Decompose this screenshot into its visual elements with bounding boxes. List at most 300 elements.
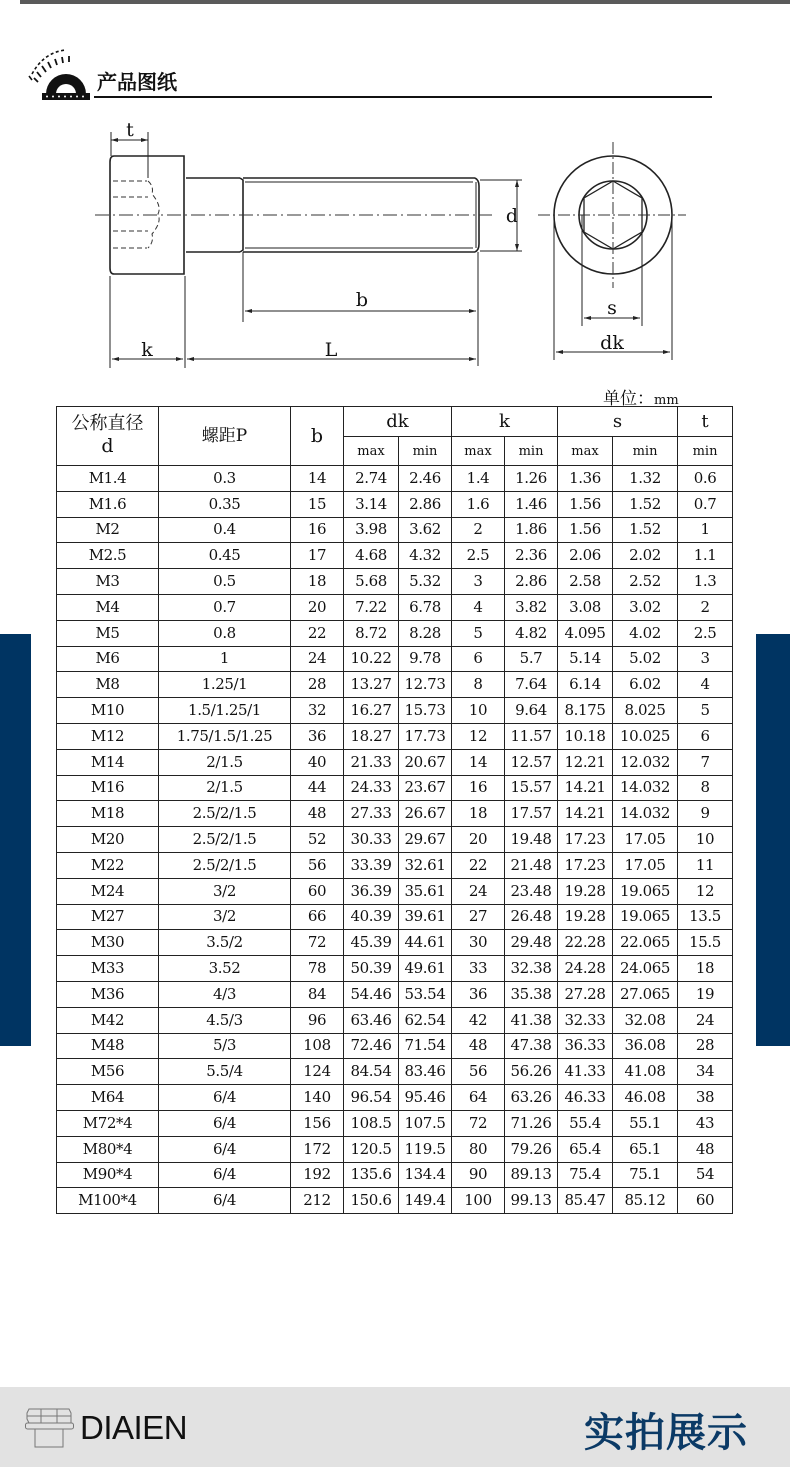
table-row [57,852,733,878]
cell-s-min: 41.08 [613,1059,678,1085]
cell-k-min: 4.82 [505,620,558,646]
cell-dk-min: 2.86 [399,491,452,517]
cell-d: M5 [57,620,159,646]
cell-s-max: 22.28 [558,930,613,956]
brand-name: DIAIEN [80,1409,188,1446]
table-row [57,930,733,956]
cell-k-max: 20 [452,827,505,853]
table-row [57,1110,733,1136]
cell-dk-max: 63.46 [344,1007,399,1033]
cell-b: 22 [291,620,344,646]
header-s-min: min [613,437,678,466]
cell-k-min: 21.48 [505,852,558,878]
cell-k-min: 56.26 [505,1059,558,1085]
cell-d: M30 [57,930,159,956]
cell-s-min: 46.08 [613,1085,678,1111]
cell-b: 192 [291,1162,344,1188]
table-row [57,878,733,904]
cell-k-min: 5.7 [505,646,558,672]
cell-dk-max: 10.22 [344,646,399,672]
cell-s-max: 24.28 [558,956,613,982]
cell-dk-max: 5.68 [344,569,399,595]
cell-dk-max: 150.6 [344,1188,399,1214]
cell-P: 6/4 [159,1188,291,1214]
cell-P: 5.5/4 [159,1059,291,1085]
cell-b: 48 [291,801,344,827]
cell-P: 4.5/3 [159,1007,291,1033]
header-k-min: min [505,437,558,466]
cell-t-min: 0.6 [678,466,733,492]
cell-dk-min: 49.61 [399,956,452,982]
label-L: L [324,339,338,361]
cell-k-max: 42 [452,1007,505,1033]
cell-d: M42 [57,1007,159,1033]
table-row [57,672,733,698]
cell-d: M48 [57,1033,159,1059]
hex-bolt-icon [25,1405,77,1449]
cell-d: M24 [57,878,159,904]
cell-P: 0.45 [159,543,291,569]
cell-s-min: 2.02 [613,543,678,569]
cell-s-max: 10.18 [558,723,613,749]
cell-b: 124 [291,1059,344,1085]
cell-k-min: 11.57 [505,723,558,749]
cell-P: 6/4 [159,1162,291,1188]
cell-t-min: 2.5 [678,620,733,646]
cell-s-min: 19.065 [613,878,678,904]
table-row [57,620,733,646]
cell-b: 60 [291,878,344,904]
cell-b: 15 [291,491,344,517]
table-row [57,1136,733,1162]
cell-t-min: 9 [678,801,733,827]
header-t: t [678,407,733,437]
cell-dk-max: 36.39 [344,878,399,904]
cell-k-max: 30 [452,930,505,956]
cell-s-min: 2.52 [613,569,678,595]
cell-s-max: 65.4 [558,1136,613,1162]
cell-s-max: 2.06 [558,543,613,569]
cell-s-min: 1.52 [613,517,678,543]
cell-s-max: 19.28 [558,878,613,904]
header-dk-max: max [344,437,399,466]
cell-s-min: 1.32 [613,466,678,492]
cell-dk-min: 35.61 [399,878,452,904]
cell-k-min: 7.64 [505,672,558,698]
cell-k-min: 89.13 [505,1162,558,1188]
cell-d: M14 [57,749,159,775]
cell-P: 3.5/2 [159,930,291,956]
cell-d: M4 [57,594,159,620]
cell-d: M2.5 [57,543,159,569]
table-row [57,466,733,492]
real-photos-title: 实拍展示 [584,1410,748,1456]
table-row [57,723,733,749]
unit-value: mm [654,393,679,408]
cell-t-min: 1 [678,517,733,543]
header-nominal-diameter [57,407,159,466]
cell-d: M2 [57,517,159,543]
cell-d: M100*4 [57,1188,159,1214]
cell-t-min: 12 [678,878,733,904]
cell-d: M20 [57,827,159,853]
cell-k-min: 1.26 [505,466,558,492]
cell-b: 18 [291,569,344,595]
cell-k-max: 56 [452,1059,505,1085]
cell-s-max: 2.58 [558,569,613,595]
cell-t-min: 18 [678,956,733,982]
cell-s-max: 75.4 [558,1162,613,1188]
cell-dk-min: 17.73 [399,723,452,749]
cell-t-min: 11 [678,852,733,878]
cell-d: M64 [57,1085,159,1111]
cell-t-min: 48 [678,1136,733,1162]
cell-dk-max: 96.54 [344,1085,399,1111]
cell-t-min: 7 [678,749,733,775]
cell-b: 24 [291,646,344,672]
cell-dk-min: 6.78 [399,594,452,620]
cell-dk-min: 149.4 [399,1188,452,1214]
cell-k-max: 18 [452,801,505,827]
cell-dk-min: 26.67 [399,801,452,827]
cell-dk-min: 119.5 [399,1136,452,1162]
cell-d: M80*4 [57,1136,159,1162]
bolt-technical-drawing [0,110,790,390]
cell-k-max: 12 [452,723,505,749]
table-row [57,827,733,853]
cell-d: M72*4 [57,1110,159,1136]
cell-k-min: 23.48 [505,878,558,904]
spec-table-body [57,466,733,1214]
cell-dk-min: 20.67 [399,749,452,775]
cell-s-min: 14.032 [613,775,678,801]
cell-b: 44 [291,775,344,801]
cell-k-max: 10 [452,698,505,724]
table-row [57,775,733,801]
cell-s-max: 55.4 [558,1110,613,1136]
section-underline [94,96,712,98]
label-t: t [126,119,134,141]
cell-k-max: 1.6 [452,491,505,517]
cell-b: 72 [291,930,344,956]
cell-dk-min: 15.73 [399,698,452,724]
cell-t-min: 1.3 [678,569,733,595]
cell-s-max: 85.47 [558,1188,613,1214]
cell-b: 172 [291,1136,344,1162]
cell-dk-min: 9.78 [399,646,452,672]
cell-dk-max: 45.39 [344,930,399,956]
cell-k-max: 100 [452,1188,505,1214]
cell-d: M16 [57,775,159,801]
table-row [57,1162,733,1188]
cell-P: 6/4 [159,1136,291,1162]
cell-dk-max: 2.74 [344,466,399,492]
cell-b: 14 [291,466,344,492]
label-dk: dk [600,332,624,354]
header-s-max: max [558,437,613,466]
cell-b: 16 [291,517,344,543]
cell-s-max: 12.21 [558,749,613,775]
label-d: d [505,205,519,227]
cell-b: 28 [291,672,344,698]
header-t-min: min [678,437,733,466]
cell-d: M3 [57,569,159,595]
cell-s-max: 1.36 [558,466,613,492]
table-row [57,491,733,517]
cell-t-min: 13.5 [678,904,733,930]
header-k-max: max [452,437,505,466]
cell-t-min: 15.5 [678,930,733,956]
cell-k-min: 17.57 [505,801,558,827]
cell-t-min: 34 [678,1059,733,1085]
cell-t-min: 5 [678,698,733,724]
left-accent-bar [0,634,31,1046]
cell-dk-min: 32.61 [399,852,452,878]
cell-P: 1.75/1.5/1.25 [159,723,291,749]
header-dk-min: min [399,437,452,466]
cell-b: 17 [291,543,344,569]
table-row [57,904,733,930]
label-k: k [141,339,153,361]
cell-d: M33 [57,956,159,982]
cell-s-min: 6.02 [613,672,678,698]
cell-b: 156 [291,1110,344,1136]
cell-k-min: 1.46 [505,491,558,517]
cell-k-max: 3 [452,569,505,595]
cell-s-min: 8.025 [613,698,678,724]
cell-dk-max: 16.27 [344,698,399,724]
cell-dk-min: 107.5 [399,1110,452,1136]
cell-dk-max: 3.14 [344,491,399,517]
cell-b: 52 [291,827,344,853]
cell-k-min: 47.38 [505,1033,558,1059]
cell-s-min: 4.02 [613,620,678,646]
table-row [57,801,733,827]
cell-d: M1.6 [57,491,159,517]
label-s: s [607,297,617,319]
cell-dk-min: 3.62 [399,517,452,543]
cell-s-max: 5.14 [558,646,613,672]
cell-t-min: 43 [678,1110,733,1136]
cell-dk-max: 27.33 [344,801,399,827]
header-d-line2: d [101,435,114,458]
cell-k-min: 1.86 [505,517,558,543]
cell-b: 66 [291,904,344,930]
cell-b: 78 [291,956,344,982]
cell-P: 1 [159,646,291,672]
cell-dk-max: 40.39 [344,904,399,930]
cell-dk-max: 8.72 [344,620,399,646]
cell-s-max: 36.33 [558,1033,613,1059]
cell-b: 40 [291,749,344,775]
cell-dk-max: 30.33 [344,827,399,853]
cell-P: 1.25/1 [159,672,291,698]
table-row [57,956,733,982]
cell-k-min: 3.82 [505,594,558,620]
cell-k-max: 16 [452,775,505,801]
cell-P: 0.4 [159,517,291,543]
cell-dk-max: 72.46 [344,1033,399,1059]
cell-P: 5/3 [159,1033,291,1059]
cell-t-min: 3 [678,646,733,672]
cell-k-max: 14 [452,749,505,775]
cell-P: 2/1.5 [159,775,291,801]
cell-s-min: 14.032 [613,801,678,827]
cell-b: 84 [291,981,344,1007]
cell-k-min: 9.64 [505,698,558,724]
cell-k-min: 26.48 [505,904,558,930]
cell-dk-min: 23.67 [399,775,452,801]
header-k: k [452,407,558,437]
cell-t-min: 0.7 [678,491,733,517]
unit-text: 单位： [603,389,654,409]
cell-s-max: 46.33 [558,1085,613,1111]
cell-b: 140 [291,1085,344,1111]
cell-P: 6/4 [159,1110,291,1136]
cell-s-min: 55.1 [613,1110,678,1136]
cell-s-min: 12.032 [613,749,678,775]
cell-s-max: 3.08 [558,594,613,620]
cell-dk-max: 120.5 [344,1136,399,1162]
cell-dk-min: 4.32 [399,543,452,569]
header-b: b [291,407,344,466]
cell-b: 56 [291,852,344,878]
cell-k-max: 48 [452,1033,505,1059]
cell-d: M18 [57,801,159,827]
cell-t-min: 10 [678,827,733,853]
cell-dk-max: 13.27 [344,672,399,698]
cell-dk-min: 95.46 [399,1085,452,1111]
table-row [57,981,733,1007]
cell-P: 6/4 [159,1085,291,1111]
cell-t-min: 1.1 [678,543,733,569]
cell-k-max: 72 [452,1110,505,1136]
cell-P: 3/2 [159,878,291,904]
cell-k-min: 79.26 [505,1136,558,1162]
cell-k-min: 19.48 [505,827,558,853]
cell-k-max: 27 [452,904,505,930]
cell-s-min: 22.065 [613,930,678,956]
cell-d: M10 [57,698,159,724]
cell-k-max: 33 [452,956,505,982]
cell-k-max: 4 [452,594,505,620]
cell-b: 32 [291,698,344,724]
cell-s-min: 27.065 [613,981,678,1007]
cell-P: 0.7 [159,594,291,620]
cell-P: 0.35 [159,491,291,517]
cell-t-min: 28 [678,1033,733,1059]
table-row [57,646,733,672]
cell-k-min: 63.26 [505,1085,558,1111]
cell-dk-min: 62.54 [399,1007,452,1033]
cell-s-max: 1.56 [558,491,613,517]
table-row [57,569,733,595]
cell-dk-max: 4.68 [344,543,399,569]
cell-dk-max: 108.5 [344,1110,399,1136]
cell-b: 108 [291,1033,344,1059]
cell-P: 0.5 [159,569,291,595]
section-header [24,44,712,100]
cell-dk-min: 12.73 [399,672,452,698]
right-accent-bar [756,634,790,1046]
table-row [57,1188,733,1214]
header-dk: dk [344,407,452,437]
cell-dk-max: 3.98 [344,517,399,543]
cell-P: 2/1.5 [159,749,291,775]
table-row [57,594,733,620]
footer-banner [0,1387,790,1467]
cell-k-max: 90 [452,1162,505,1188]
header-pitch: 螺距P [159,407,291,466]
cell-d: M1.4 [57,466,159,492]
cell-d: M90*4 [57,1162,159,1188]
cell-s-min: 1.52 [613,491,678,517]
cell-dk-min: 2.46 [399,466,452,492]
cell-k-min: 12.57 [505,749,558,775]
table-row [57,749,733,775]
cell-dk-max: 33.39 [344,852,399,878]
cell-t-min: 4 [678,672,733,698]
cell-s-min: 5.02 [613,646,678,672]
cell-k-max: 2.5 [452,543,505,569]
cell-s-max: 17.23 [558,827,613,853]
cell-s-max: 1.56 [558,517,613,543]
cell-s-min: 32.08 [613,1007,678,1033]
cell-b: 96 [291,1007,344,1033]
cell-k-max: 6 [452,646,505,672]
cell-dk-max: 18.27 [344,723,399,749]
cell-s-max: 19.28 [558,904,613,930]
cell-dk-min: 71.54 [399,1033,452,1059]
cell-k-min: 41.38 [505,1007,558,1033]
cell-d: M36 [57,981,159,1007]
cell-dk-max: 50.39 [344,956,399,982]
cell-t-min: 38 [678,1085,733,1111]
table-row [57,543,733,569]
protractor-icon [26,44,92,100]
cell-s-min: 24.065 [613,956,678,982]
cell-s-min: 19.065 [613,904,678,930]
table-row [57,517,733,543]
cell-s-max: 17.23 [558,852,613,878]
cell-k-min: 15.57 [505,775,558,801]
cell-k-max: 36 [452,981,505,1007]
cell-P: 0.3 [159,466,291,492]
cell-dk-min: 8.28 [399,620,452,646]
cell-s-min: 17.05 [613,852,678,878]
cell-k-max: 5 [452,620,505,646]
cell-dk-max: 135.6 [344,1162,399,1188]
cell-d: M56 [57,1059,159,1085]
cell-k-max: 1.4 [452,466,505,492]
table-row [57,1033,733,1059]
cell-s-min: 10.025 [613,723,678,749]
cell-dk-max: 7.22 [344,594,399,620]
cell-k-min: 2.36 [505,543,558,569]
cell-s-min: 36.08 [613,1033,678,1059]
label-b: b [355,289,369,311]
cell-P: 3/2 [159,904,291,930]
cell-dk-max: 24.33 [344,775,399,801]
header-s: s [558,407,678,437]
cell-t-min: 19 [678,981,733,1007]
spec-table [56,406,733,1214]
cell-dk-max: 54.46 [344,981,399,1007]
cell-d: M8 [57,672,159,698]
cell-t-min: 60 [678,1188,733,1214]
cell-d: M27 [57,904,159,930]
cell-dk-min: 53.54 [399,981,452,1007]
